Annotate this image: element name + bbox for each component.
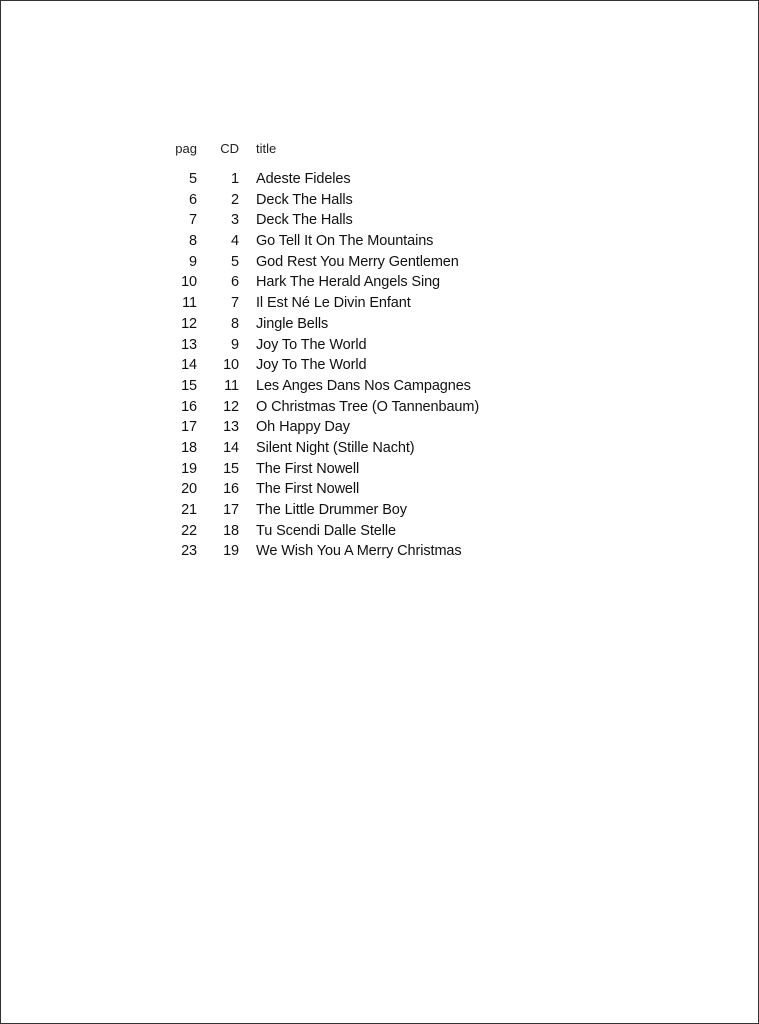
table-row [159,440,479,461]
song-title: Joy To The World [256,336,367,353]
page-number: 8 [189,233,197,250]
table-row [159,461,479,482]
cd-track-number: 2 [231,191,239,208]
song-title: Tu Scendi Dalle Stelle [256,522,396,539]
cd-track-number: 18 [223,522,239,539]
page-number: 23 [181,543,197,560]
cd-track-number: 9 [231,336,239,353]
cd-track-number: 13 [223,419,239,436]
song-title: Adeste Fideles [256,171,351,187]
table-row [159,233,479,254]
header-pag: pag [175,141,197,156]
table-row [159,543,479,564]
cd-track-number: 17 [223,502,239,518]
table-row [159,419,479,440]
cd-track-number: 7 [231,295,239,312]
song-title: Oh Happy Day [256,419,350,436]
table-row [159,502,479,523]
song-title: Silent Night (Stille Nacht) [256,439,415,456]
table-row [159,192,479,213]
song-title: Il Est Né Le Divin Enfant [256,295,411,312]
toc-header-row [159,141,479,163]
song-title: God Rest You Merry Gentlemen [256,253,459,270]
page-number: 9 [189,253,197,270]
table-row [159,254,479,275]
table-row [159,357,479,378]
table-row [159,481,479,502]
song-title: Jingle Bells [256,315,329,332]
cd-track-number: 4 [231,233,239,250]
song-title: Go Tell It On The Mountains [256,233,434,250]
page-number: 15 [181,377,197,394]
table-row [159,523,479,544]
table-row [159,274,479,295]
table-row [159,378,479,399]
cd-track-number: 10 [223,357,239,374]
page-number: 19 [181,460,197,477]
page-number: 20 [181,481,197,498]
song-title: Deck The Halls [256,212,353,229]
song-title: The First Nowell [256,460,360,477]
page-number: 7 [189,212,197,229]
page-number: 17 [181,419,197,436]
cd-track-number: 15 [223,460,239,477]
table-row [159,295,479,316]
song-title: Hark The Herald Angels Sing [256,274,441,291]
page-number: 5 [189,171,197,187]
song-title: Joy To The World [256,357,367,374]
page-number: 13 [181,336,197,353]
cd-track-number: 5 [231,253,239,270]
table-of-contents [159,141,479,564]
table-row [159,316,479,337]
page-number: 21 [181,502,197,518]
song-title: The First Nowell [256,481,360,498]
cd-track-number: 11 [224,377,239,394]
song-title: Deck The Halls [256,191,353,208]
song-title: O Christmas Tree (O Tannenbaum) [256,398,480,415]
page-number: 11 [182,295,197,312]
table-row [159,399,479,420]
cd-track-number: 14 [223,439,239,456]
page-number: 6 [189,191,197,208]
song-title: The Little Drummer Boy [256,502,407,518]
page-number: 12 [181,315,197,332]
cd-track-number: 16 [223,481,239,498]
header-cd: CD [220,141,239,156]
page-number: 14 [181,357,197,374]
cd-track-number: 3 [231,212,239,229]
table-row [159,337,479,358]
song-title: We Wish You A Merry Christmas [256,543,462,560]
cd-track-number: 1 [231,171,239,187]
toc-rows [159,171,479,564]
header-title: title [256,141,277,156]
page-number: 22 [181,522,197,539]
song-title: Les Anges Dans Nos Campagnes [256,377,471,394]
table-row [159,212,479,233]
page-number: 10 [181,274,197,291]
page-number: 16 [181,398,197,415]
cd-track-number: 19 [223,543,239,560]
page-number: 18 [181,439,197,456]
cd-track-number: 8 [231,315,239,332]
table-row [159,171,479,192]
cd-track-number: 6 [231,274,239,291]
cd-track-number: 12 [223,398,239,415]
